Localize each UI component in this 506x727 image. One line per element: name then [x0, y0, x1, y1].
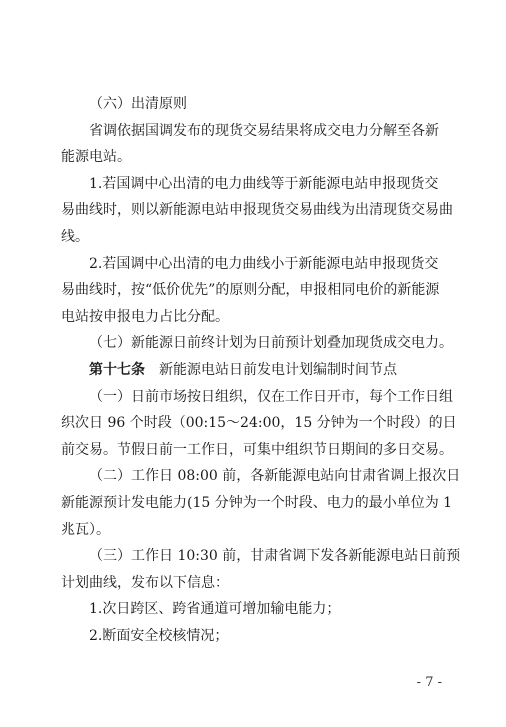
- paragraph-line: （二）工作日 08:00 前，各新能源电站向甘肃省调上报次日: [89, 468, 461, 485]
- article-label: 第十七条: [89, 361, 145, 378]
- paragraph-line: （一）日前市场按日组织，仅在工作日开市，每个工作日组: [89, 388, 453, 405]
- paragraph-line: 1.次日跨区、跨省通道可增加输电能力；: [89, 601, 341, 618]
- paragraph-line: 省调依据国调发布的现货交易结果将成交电力分解至各新: [89, 122, 439, 139]
- paragraph-line: 电站按申报电力占比分配。: [61, 308, 229, 325]
- paragraph-line: 前交易。节假日前一工作日，可集中组织节日期间的多日交易。: [61, 441, 453, 458]
- paragraph-line: 2.若国调中心出清的电力曲线小于新能源电站申报现货交: [89, 255, 439, 272]
- paragraph-line: 线。: [61, 228, 89, 245]
- paragraph-line: 兆瓦）。: [61, 521, 110, 538]
- paragraph-line: 织次日 96 个时段（00:15～24:00，15 分钟为一个时段）的日: [61, 415, 457, 432]
- article-title: 新能源电站日前发电计划编制时间节点: [159, 361, 397, 378]
- paragraph-line: （七）新能源日前终计划为日前预计划叠加现货成交电力。: [89, 335, 453, 352]
- section-heading-clearing-principle: （六）出清原则: [89, 96, 187, 112]
- paragraph-line: 能源电站。: [61, 149, 131, 166]
- paragraph-line: 新能源预计发电能力(15 分钟为一个时段、电力的最小单位为 1: [61, 494, 453, 511]
- paragraph-line: 易曲线时，按“低价优先”的原则分配，申报相同电价的新能源: [61, 282, 440, 299]
- document-body: [61, 91, 461, 649]
- paragraph-line: 计划曲线，发布以下信息：: [61, 574, 229, 591]
- paragraph-line: 2.断面安全校核情况；: [89, 627, 229, 644]
- paragraph-line: （三）工作日 10:30 前，甘肃省调下发各新能源电站日前预: [89, 548, 461, 565]
- paragraph-line: 1.若国调中心出清的电力曲线等于新能源电站申报现货交: [89, 175, 439, 192]
- article-heading: [61, 357, 453, 384]
- paragraph-line: 易曲线时，则以新能源电站申报现货交易曲线为出清现货交易曲: [61, 202, 453, 219]
- page-number: - 7 -: [416, 675, 442, 690]
